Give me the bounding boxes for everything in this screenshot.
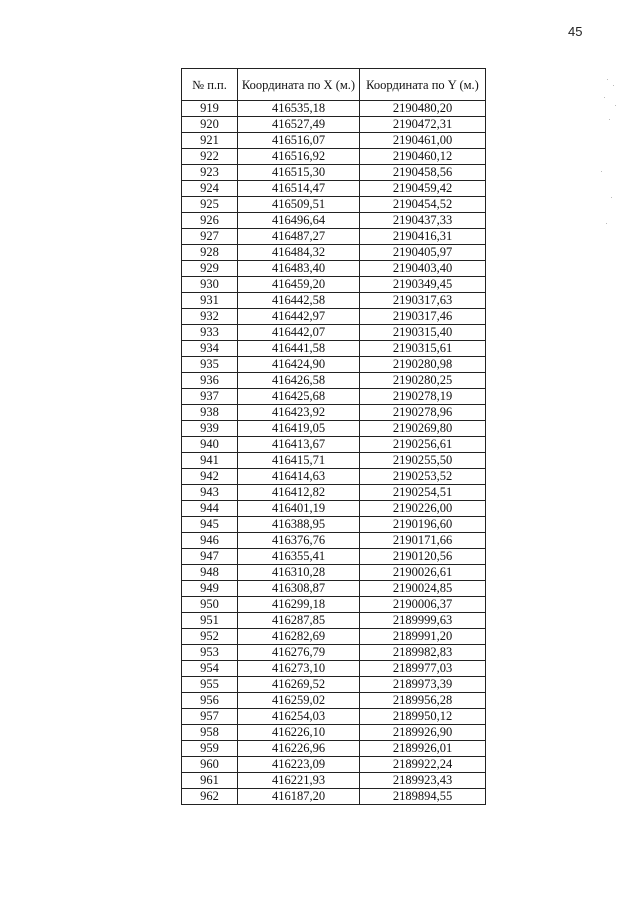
table-row	[182, 405, 486, 421]
cell-x-coordinate: 416376,76	[238, 533, 360, 549]
cell-y-coordinate: 2190403,40	[360, 261, 486, 277]
cell-x-coordinate: 416223,09	[238, 757, 360, 773]
cell-point-number: 952	[182, 629, 238, 645]
header-y-coordinate: Координата по Y (м.)	[360, 69, 486, 101]
cell-x-coordinate: 416509,51	[238, 197, 360, 213]
cell-point-number: 945	[182, 517, 238, 533]
table-row	[182, 469, 486, 485]
cell-x-coordinate: 416496,64	[238, 213, 360, 229]
cell-y-coordinate: 2189926,01	[360, 741, 486, 757]
cell-x-coordinate: 416269,52	[238, 677, 360, 693]
cell-x-coordinate: 416459,20	[238, 277, 360, 293]
table-row	[182, 389, 486, 405]
cell-point-number: 931	[182, 293, 238, 309]
cell-point-number: 960	[182, 757, 238, 773]
cell-x-coordinate: 416426,58	[238, 373, 360, 389]
cell-y-coordinate: 2190317,63	[360, 293, 486, 309]
table-row	[182, 277, 486, 293]
cell-y-coordinate: 2190006,37	[360, 597, 486, 613]
cell-point-number: 954	[182, 661, 238, 677]
cell-x-coordinate: 416187,20	[238, 789, 360, 805]
cell-y-coordinate: 2190437,33	[360, 213, 486, 229]
cell-x-coordinate: 416425,68	[238, 389, 360, 405]
cell-y-coordinate: 2189977,03	[360, 661, 486, 677]
table-row	[182, 437, 486, 453]
table-row	[182, 533, 486, 549]
cell-y-coordinate: 2190454,52	[360, 197, 486, 213]
cell-x-coordinate: 416226,10	[238, 725, 360, 741]
cell-y-coordinate: 2189999,63	[360, 613, 486, 629]
cell-y-coordinate: 2190254,51	[360, 485, 486, 501]
scan-artifacts	[595, 75, 625, 235]
table-row	[182, 197, 486, 213]
table-row	[182, 773, 486, 789]
cell-point-number: 937	[182, 389, 238, 405]
table-row	[182, 453, 486, 469]
cell-x-coordinate: 416441,58	[238, 341, 360, 357]
table-row	[182, 709, 486, 725]
header-row	[182, 69, 486, 101]
cell-x-coordinate: 416442,58	[238, 293, 360, 309]
table-row	[182, 725, 486, 741]
cell-x-coordinate: 416515,30	[238, 165, 360, 181]
cell-x-coordinate: 416310,28	[238, 565, 360, 581]
cell-y-coordinate: 2189922,24	[360, 757, 486, 773]
cell-x-coordinate: 416423,92	[238, 405, 360, 421]
cell-y-coordinate: 2190317,46	[360, 309, 486, 325]
cell-x-coordinate: 416287,85	[238, 613, 360, 629]
cell-point-number: 930	[182, 277, 238, 293]
cell-point-number: 958	[182, 725, 238, 741]
table-row	[182, 133, 486, 149]
cell-y-coordinate: 2190480,20	[360, 101, 486, 117]
table-row	[182, 261, 486, 277]
cell-x-coordinate: 416442,07	[238, 325, 360, 341]
table-row	[182, 645, 486, 661]
table-row	[182, 421, 486, 437]
table-row	[182, 757, 486, 773]
cell-x-coordinate: 416419,05	[238, 421, 360, 437]
cell-x-coordinate: 416308,87	[238, 581, 360, 597]
cell-x-coordinate: 416299,18	[238, 597, 360, 613]
table-row	[182, 789, 486, 805]
table-row	[182, 229, 486, 245]
cell-y-coordinate: 2189894,55	[360, 789, 486, 805]
cell-x-coordinate: 416442,97	[238, 309, 360, 325]
cell-point-number: 926	[182, 213, 238, 229]
cell-y-coordinate: 2190280,25	[360, 373, 486, 389]
cell-x-coordinate: 416412,82	[238, 485, 360, 501]
cell-point-number: 953	[182, 645, 238, 661]
cell-y-coordinate: 2190226,00	[360, 501, 486, 517]
table-header	[182, 69, 486, 101]
cell-point-number: 961	[182, 773, 238, 789]
cell-point-number: 928	[182, 245, 238, 261]
cell-point-number: 933	[182, 325, 238, 341]
cell-point-number: 929	[182, 261, 238, 277]
table-row	[182, 565, 486, 581]
cell-y-coordinate: 2190315,40	[360, 325, 486, 341]
table-row	[182, 245, 486, 261]
cell-x-coordinate: 416254,03	[238, 709, 360, 725]
cell-y-coordinate: 2190278,96	[360, 405, 486, 421]
table-row	[182, 341, 486, 357]
table-row	[182, 357, 486, 373]
cell-point-number: 957	[182, 709, 238, 725]
cell-point-number: 949	[182, 581, 238, 597]
cell-x-coordinate: 416527,49	[238, 117, 360, 133]
cell-x-coordinate: 416516,07	[238, 133, 360, 149]
cell-point-number: 924	[182, 181, 238, 197]
cell-y-coordinate: 2190458,56	[360, 165, 486, 181]
table-row	[182, 293, 486, 309]
cell-x-coordinate: 416282,69	[238, 629, 360, 645]
table-row	[182, 181, 486, 197]
cell-y-coordinate: 2190024,85	[360, 581, 486, 597]
cell-point-number: 920	[182, 117, 238, 133]
cell-x-coordinate: 416516,92	[238, 149, 360, 165]
cell-point-number: 962	[182, 789, 238, 805]
cell-y-coordinate: 2189973,39	[360, 677, 486, 693]
cell-point-number: 941	[182, 453, 238, 469]
cell-point-number: 935	[182, 357, 238, 373]
table-row	[182, 373, 486, 389]
cell-point-number: 919	[182, 101, 238, 117]
table-row	[182, 693, 486, 709]
cell-point-number: 955	[182, 677, 238, 693]
cell-x-coordinate: 416483,40	[238, 261, 360, 277]
cell-point-number: 943	[182, 485, 238, 501]
cell-y-coordinate: 2189991,20	[360, 629, 486, 645]
cell-x-coordinate: 416388,95	[238, 517, 360, 533]
cell-y-coordinate: 2190461,00	[360, 133, 486, 149]
cell-x-coordinate: 416484,32	[238, 245, 360, 261]
table-row	[182, 485, 486, 501]
table-row	[182, 661, 486, 677]
cell-point-number: 950	[182, 597, 238, 613]
table-row	[182, 581, 486, 597]
cell-y-coordinate: 2190349,45	[360, 277, 486, 293]
cell-y-coordinate: 2189926,90	[360, 725, 486, 741]
cell-x-coordinate: 416276,79	[238, 645, 360, 661]
cell-point-number: 959	[182, 741, 238, 757]
cell-y-coordinate: 2190472,31	[360, 117, 486, 133]
cell-point-number: 921	[182, 133, 238, 149]
cell-y-coordinate: 2190196,60	[360, 517, 486, 533]
cell-point-number: 940	[182, 437, 238, 453]
cell-y-coordinate: 2189956,28	[360, 693, 486, 709]
cell-x-coordinate: 416273,10	[238, 661, 360, 677]
cell-point-number: 942	[182, 469, 238, 485]
cell-x-coordinate: 416413,67	[238, 437, 360, 453]
cell-y-coordinate: 2190278,19	[360, 389, 486, 405]
cell-y-coordinate: 2189950,12	[360, 709, 486, 725]
table-row	[182, 101, 486, 117]
cell-point-number: 939	[182, 421, 238, 437]
table-row	[182, 549, 486, 565]
table-row	[182, 117, 486, 133]
cell-y-coordinate: 2190416,31	[360, 229, 486, 245]
cell-y-coordinate: 2190255,50	[360, 453, 486, 469]
cell-x-coordinate: 416487,27	[238, 229, 360, 245]
table-row	[182, 629, 486, 645]
cell-point-number: 946	[182, 533, 238, 549]
cell-y-coordinate: 2190405,97	[360, 245, 486, 261]
cell-point-number: 944	[182, 501, 238, 517]
cell-x-coordinate: 416226,96	[238, 741, 360, 757]
table-row	[182, 677, 486, 693]
cell-y-coordinate: 2189923,43	[360, 773, 486, 789]
cell-y-coordinate: 2189982,83	[360, 645, 486, 661]
cell-point-number: 951	[182, 613, 238, 629]
cell-y-coordinate: 2190269,80	[360, 421, 486, 437]
table-row	[182, 597, 486, 613]
cell-point-number: 922	[182, 149, 238, 165]
cell-point-number: 938	[182, 405, 238, 421]
cell-x-coordinate: 416415,71	[238, 453, 360, 469]
table-row	[182, 501, 486, 517]
cell-y-coordinate: 2190256,61	[360, 437, 486, 453]
cell-point-number: 923	[182, 165, 238, 181]
cell-x-coordinate: 416414,63	[238, 469, 360, 485]
cell-x-coordinate: 416424,90	[238, 357, 360, 373]
cell-y-coordinate: 2190459,42	[360, 181, 486, 197]
page-number: 45	[568, 24, 583, 39]
coordinates-table	[181, 68, 486, 805]
cell-point-number: 948	[182, 565, 238, 581]
header-x-coordinate: Координата по X (м.)	[238, 69, 360, 101]
table-row	[182, 149, 486, 165]
cell-x-coordinate: 416514,47	[238, 181, 360, 197]
table-body	[182, 101, 486, 805]
table-row	[182, 325, 486, 341]
cell-x-coordinate: 416535,18	[238, 101, 360, 117]
table-row	[182, 309, 486, 325]
table-row	[182, 741, 486, 757]
table-row	[182, 517, 486, 533]
cell-point-number: 936	[182, 373, 238, 389]
table-row	[182, 613, 486, 629]
cell-y-coordinate: 2190026,61	[360, 565, 486, 581]
cell-x-coordinate: 416221,93	[238, 773, 360, 789]
cell-point-number: 934	[182, 341, 238, 357]
cell-x-coordinate: 416355,41	[238, 549, 360, 565]
cell-y-coordinate: 2190315,61	[360, 341, 486, 357]
cell-point-number: 947	[182, 549, 238, 565]
cell-point-number: 925	[182, 197, 238, 213]
header-point-number: № п.п.	[182, 69, 238, 101]
cell-point-number: 932	[182, 309, 238, 325]
cell-y-coordinate: 2190171,66	[360, 533, 486, 549]
cell-y-coordinate: 2190280,98	[360, 357, 486, 373]
cell-y-coordinate: 2190120,56	[360, 549, 486, 565]
cell-y-coordinate: 2190253,52	[360, 469, 486, 485]
cell-x-coordinate: 416401,19	[238, 501, 360, 517]
cell-x-coordinate: 416259,02	[238, 693, 360, 709]
table-row	[182, 213, 486, 229]
cell-point-number: 956	[182, 693, 238, 709]
cell-point-number: 927	[182, 229, 238, 245]
table-row	[182, 165, 486, 181]
cell-y-coordinate: 2190460,12	[360, 149, 486, 165]
